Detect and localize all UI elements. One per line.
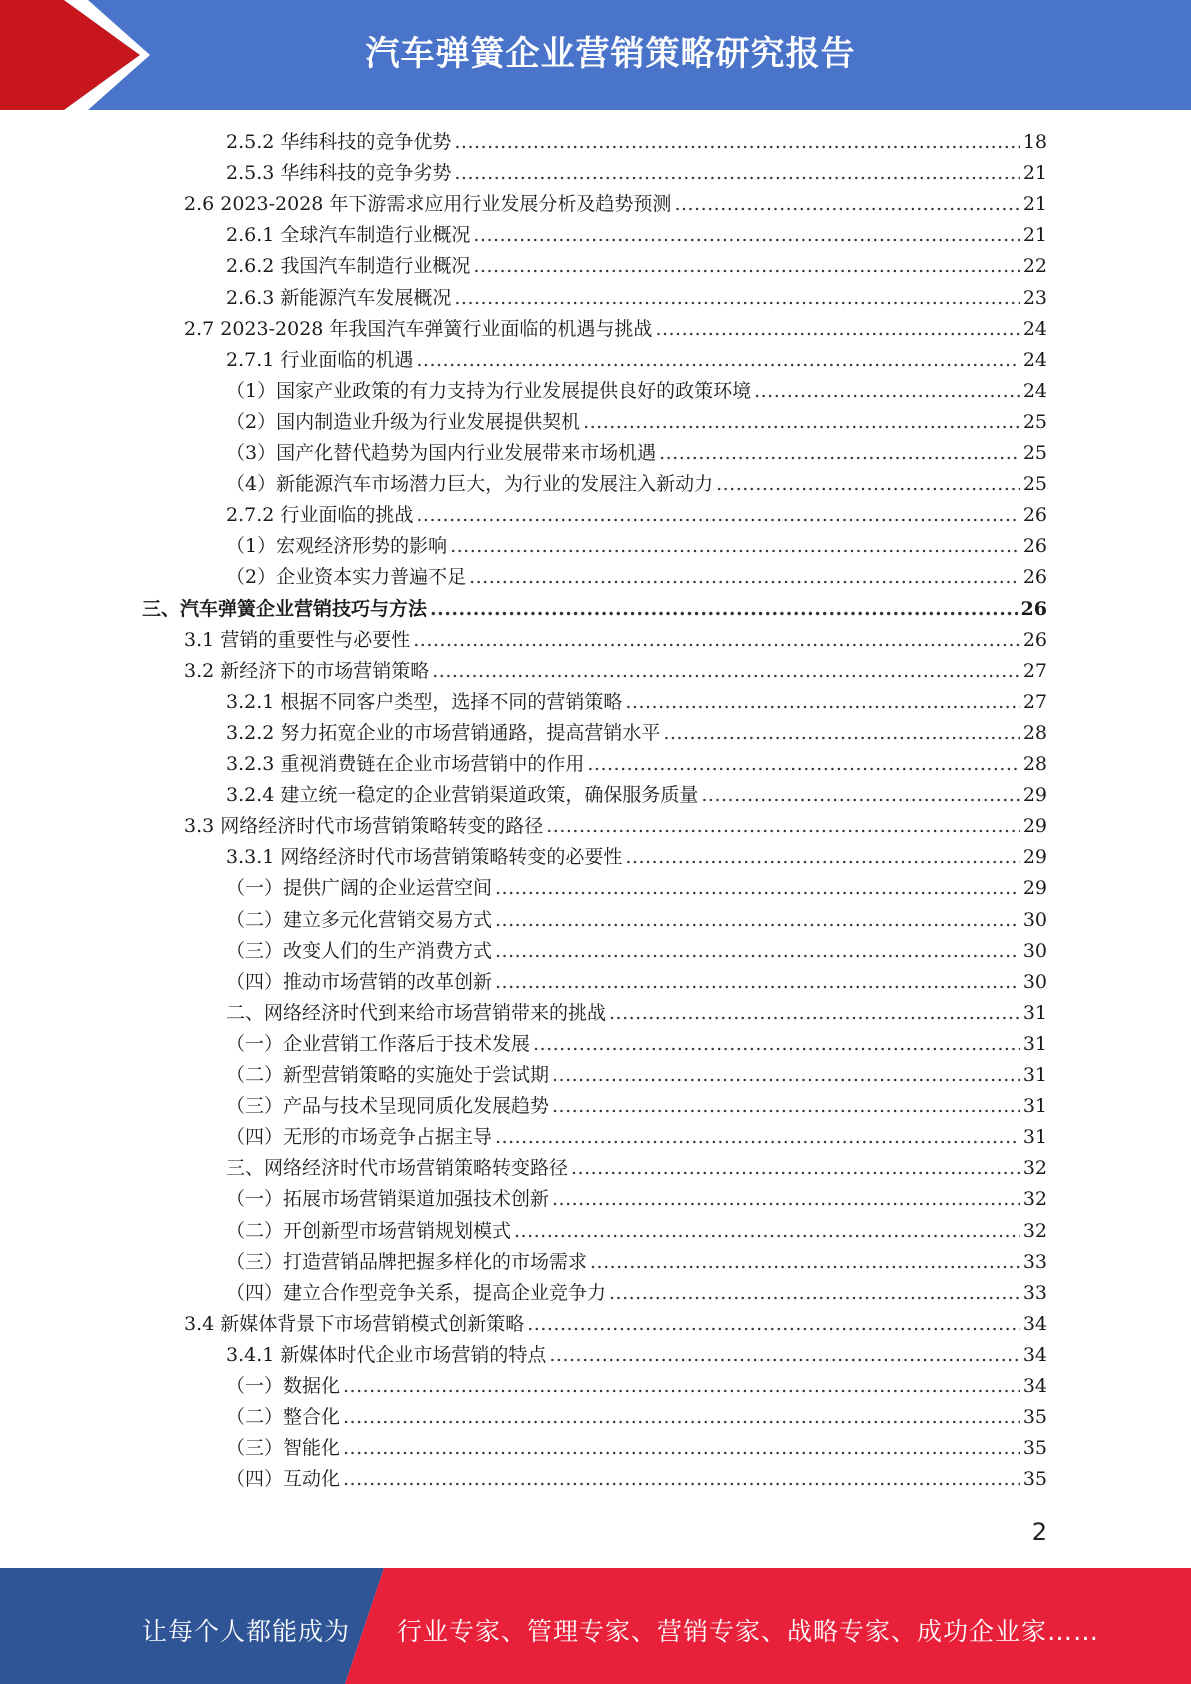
toc-entry-title: 2.6.2 我国汽车制造行业概况 [226, 255, 471, 278]
page-header [0, 0, 1191, 110]
toc-entry[interactable] [226, 842, 1047, 873]
toc-entry[interactable] [226, 1216, 1047, 1247]
toc-entry[interactable] [226, 873, 1047, 904]
toc-leader-dots [754, 376, 1020, 407]
footer-slogan-right: 行业专家、管理专家、营销专家、战略专家、成功企业家…… [397, 1617, 1100, 1646]
toc-entry[interactable] [226, 967, 1047, 998]
toc-entry[interactable] [226, 1153, 1047, 1184]
toc-entry-page: 30 [1022, 908, 1047, 931]
toc-leader-dots [609, 1278, 1020, 1309]
toc-leader-dots [343, 1464, 1020, 1495]
toc-entry-title: （2）企业资本实力普遍不足 [226, 566, 467, 589]
toc-leader-dots [495, 967, 1020, 998]
toc-entry-page: 29 [1022, 877, 1047, 900]
toc-entry-title: 2.6.1 全球汽车制造行业概况 [226, 224, 471, 247]
toc-entry-page: 26 [1022, 566, 1047, 589]
toc-leader-dots [571, 1153, 1020, 1184]
toc-entry-title: 2.6.3 新能源汽车发展概况 [226, 286, 452, 309]
toc-entry-page: 30 [1022, 939, 1047, 962]
toc-leader-dots [343, 1402, 1020, 1433]
toc-leader-dots [343, 1371, 1020, 1402]
toc-entry-title: （2）国内制造业升级为行业发展提供契机 [226, 410, 581, 433]
page-footer [0, 1568, 1191, 1684]
toc-leader-dots [495, 1122, 1020, 1153]
toc-entry[interactable] [184, 811, 1047, 842]
toc-entry-page: 26 [1022, 628, 1047, 651]
toc-entry-page: 30 [1022, 970, 1047, 993]
toc-leader-dots [552, 1184, 1020, 1215]
toc-leader-dots [432, 656, 1020, 687]
toc-leader-dots [625, 842, 1019, 873]
toc-leader-dots [716, 469, 1020, 500]
toc-entry[interactable] [226, 749, 1047, 780]
toc-leader-dots [343, 1433, 1020, 1464]
toc-entry-page: 31 [1022, 1032, 1047, 1055]
toc-entry-page: 21 [1022, 224, 1047, 247]
toc-entry[interactable] [226, 780, 1047, 811]
toc-entry-title: （二）整合化 [226, 1406, 341, 1429]
toc-entry-title: （四）互动化 [226, 1468, 341, 1491]
toc-entry-page: 25 [1022, 442, 1047, 464]
toc-entry-page: 24 [1022, 348, 1047, 371]
toc-entry-title: 3.4.1 新媒体时代企业市场营销的特点 [226, 1343, 547, 1366]
toc-leader-dots [701, 780, 1019, 811]
toc-entry-title: 2.5.2 华纬科技的竞争优势 [226, 131, 452, 153]
toc-entry-title: （1）国家产业政策的有力支持为行业发展提供良好的政策环境 [226, 379, 752, 402]
toc-leader-dots [583, 407, 1020, 438]
toc-entry[interactable] [226, 438, 1047, 469]
toc-entry-title: （一）数据化 [226, 1375, 341, 1397]
toc-leader-dots [625, 687, 1019, 718]
toc-entry-page: 25 [1022, 410, 1047, 433]
toc-entry-page: 25 [1022, 473, 1047, 496]
toc-entry[interactable] [226, 718, 1047, 749]
toc-entry-page: 22 [1022, 255, 1047, 278]
toc-leader-dots [454, 158, 1019, 189]
toc-leader-dots [546, 811, 1020, 842]
toc-entry-page: 35 [1022, 1406, 1047, 1429]
toc-entry-page: 33 [1022, 1281, 1047, 1304]
toc-entry-title: （四）无形的市场竞争占据主导 [226, 1126, 493, 1149]
toc-entry[interactable] [184, 656, 1047, 687]
toc-entry-page: 34 [1022, 1312, 1047, 1335]
toc-leader-dots [454, 127, 1019, 158]
page-number: 2 [1031, 1518, 1047, 1546]
toc-leader-dots [495, 873, 1020, 904]
toc-entry-page: 28 [1022, 753, 1047, 775]
toc-leader-dots [655, 314, 1019, 345]
toc-entry-title: 3.2.1 根据不同客户类型，选择不同的营销策略 [226, 690, 623, 713]
toc-entry-page: 26 [1020, 597, 1047, 620]
toc-entry-title: 3.2 新经济下的市场营销策略 [184, 659, 430, 682]
toc-entry[interactable] [226, 283, 1047, 314]
toc-entry[interactable] [226, 1340, 1047, 1371]
toc-entry[interactable] [226, 1371, 1047, 1402]
toc-entry-page: 35 [1022, 1437, 1047, 1460]
toc-leader-dots [473, 251, 1019, 282]
toc-entry[interactable] [226, 1091, 1047, 1122]
toc-leader-dots [527, 1309, 1020, 1340]
toc-entry[interactable] [226, 1464, 1047, 1495]
toc-entry-title: 二、网络经济时代到来给市场营销带来的挑战 [226, 1001, 607, 1024]
toc-entry-page: 32 [1022, 1219, 1047, 1242]
toc-entry-title: （一）企业营销工作落后于技术发展 [226, 1032, 531, 1055]
toc-leader-dots [473, 220, 1019, 251]
toc-entry-title: 三、汽车弹簧企业营销技巧与方法 [142, 597, 428, 620]
toc-entry[interactable] [184, 189, 1047, 220]
toc-entry[interactable] [226, 345, 1047, 376]
toc-entry[interactable] [226, 1402, 1047, 1433]
toc-entry[interactable] [226, 1278, 1047, 1309]
toc-entry[interactable] [226, 500, 1047, 531]
toc-leader-dots [674, 189, 1019, 220]
toc-leader-dots [549, 1340, 1019, 1371]
toc-entry-page: 29 [1022, 815, 1047, 838]
toc-entry[interactable] [226, 936, 1047, 967]
toc-entry-title: 3.3 网络经济时代市场营销策略转变的路径 [184, 815, 544, 838]
toc-entry-title: 3.1 营销的重要性与必要性 [184, 628, 411, 651]
toc-leader-dots [416, 345, 1019, 376]
toc-leader-dots [413, 625, 1020, 656]
toc-entry-title: （一）拓展市场营销渠道加强技术创新 [226, 1188, 550, 1211]
toc-leader-dots [533, 1029, 1020, 1060]
toc-entry[interactable] [226, 1122, 1047, 1153]
toc-leader-dots [430, 594, 1018, 625]
toc-entry-page: 34 [1022, 1343, 1047, 1366]
toc-entry[interactable] [184, 625, 1047, 656]
toc-entry[interactable] [226, 1433, 1047, 1464]
toc-entry-page: 29 [1022, 784, 1047, 807]
toc-entry-page: 28 [1022, 721, 1047, 744]
toc-entry-page: 29 [1022, 846, 1047, 869]
toc-entry-page: 21 [1022, 162, 1047, 185]
toc-entry-title: （二）建立多元化营销交易方式 [226, 908, 493, 931]
toc-entry-title: （3）国产化替代趋势为国内行业发展带来市场机遇 [226, 442, 657, 464]
toc-entry-page: 33 [1022, 1250, 1047, 1273]
toc-entry[interactable] [226, 376, 1047, 407]
toc-leader-dots [659, 438, 1020, 469]
toc-leader-dots [469, 562, 1020, 593]
toc-entry-page: 31 [1022, 1126, 1047, 1149]
toc-entry-title: 2.6 2023-2028 年下游需求应用行业发展分析及趋势预测 [184, 193, 672, 216]
toc-entry[interactable] [226, 687, 1047, 718]
toc-entry[interactable] [226, 1060, 1047, 1091]
toc-entry-title: 2.7.1 行业面临的机遇 [226, 348, 414, 371]
footer-slogan-left: 让每个人都能成为 [142, 1617, 351, 1646]
toc-leader-dots [514, 1216, 1020, 1247]
toc-entry-title: （四）建立合作型竞争关系，提高企业竞争力 [226, 1281, 607, 1304]
toc-entry-title: 2.7.2 行业面临的挑战 [226, 504, 414, 527]
toc-leader-dots [587, 749, 1019, 780]
toc-leader-dots [454, 283, 1019, 314]
toc-entry[interactable] [142, 594, 1047, 625]
toc-entry-page: 24 [1022, 379, 1047, 402]
toc-entry-page: 31 [1022, 1001, 1047, 1024]
toc-entry[interactable] [226, 158, 1047, 189]
toc-entry-page: 27 [1022, 659, 1047, 682]
toc-entry[interactable] [226, 251, 1047, 282]
toc-leader-dots [590, 1247, 1020, 1278]
toc-entry-page: 21 [1022, 193, 1047, 216]
toc-entry-title: 3.3.1 网络经济时代市场营销策略转变的必要性 [226, 846, 623, 869]
toc-entry[interactable] [226, 562, 1047, 593]
toc-entry-page: 26 [1022, 535, 1047, 558]
toc-entry-title: 3.2.2 努力拓宽企业的市场营销通路，提高营销水平 [226, 721, 661, 744]
toc-entry[interactable] [226, 127, 1047, 158]
toc-entry[interactable] [226, 407, 1047, 438]
toc-entry-page: 26 [1022, 504, 1047, 527]
toc-entry-title: 3.2.3 重视消费链在企业市场营销中的作用 [226, 753, 585, 775]
toc-entry-title: 3.4 新媒体背景下市场营销模式创新策略 [184, 1312, 525, 1335]
toc-entry-title: （三）改变人们的生产消费方式 [226, 939, 493, 962]
toc-entry-page: 18 [1022, 131, 1047, 153]
toc-entry-title: （二）开创新型市场营销规划模式 [226, 1219, 512, 1242]
toc-entry[interactable] [226, 531, 1047, 562]
toc-entry[interactable] [226, 220, 1047, 251]
toc-entry[interactable] [226, 1247, 1047, 1278]
toc-entry-page: 31 [1022, 1095, 1047, 1118]
toc-entry-title: （三）智能化 [226, 1437, 341, 1460]
toc-entry-page: 24 [1022, 317, 1047, 340]
toc-leader-dots [495, 905, 1020, 936]
toc-entry[interactable] [184, 314, 1047, 345]
toc-entry[interactable] [226, 1029, 1047, 1060]
toc-leader-dots [552, 1091, 1020, 1122]
report-title: 汽车弹簧企业营销策略研究报告 [365, 34, 856, 74]
toc-entry[interactable] [226, 1184, 1047, 1215]
toc-entry-page: 32 [1022, 1157, 1047, 1180]
toc-entry-page: 23 [1022, 286, 1047, 309]
toc-entry[interactable] [226, 905, 1047, 936]
toc-entry-page: 35 [1022, 1468, 1047, 1491]
toc-entry-page: 27 [1022, 690, 1047, 713]
toc-entry[interactable] [226, 469, 1047, 500]
toc-entry-title: （一）提供广阔的企业运营空间 [226, 877, 493, 900]
toc-entry-title: （三）打造营销品牌把握多样化的市场需求 [226, 1250, 588, 1273]
toc-entry[interactable] [226, 998, 1047, 1029]
toc-leader-dots [416, 500, 1019, 531]
toc-entry-title: （四）推动市场营销的改革创新 [226, 970, 493, 993]
toc-entry-title: 3.2.4 建立统一稳定的企业营销渠道政策，确保服务质量 [226, 784, 699, 807]
toc-entry-page: 34 [1022, 1375, 1047, 1397]
toc-entry-title: （4）新能源汽车市场潜力巨大，为行业的发展注入新动力 [226, 473, 714, 496]
toc-leader-dots [450, 531, 1020, 562]
toc-entry-title: 2.5.3 华纬科技的竞争劣势 [226, 162, 452, 185]
toc-entry-title: （三）产品与技术呈现同质化发展趋势 [226, 1095, 550, 1118]
toc-entry-page: 31 [1022, 1064, 1047, 1086]
toc-leader-dots [663, 718, 1019, 749]
toc-entry-title: （1）宏观经济形势的影响 [226, 535, 448, 558]
toc-leader-dots [552, 1060, 1020, 1091]
toc-entry-title: （二）新型营销策略的实施处于尝试期 [226, 1064, 550, 1086]
toc-entry-title: 2.7 2023-2028 年我国汽车弹簧行业面临的机遇与挑战 [184, 317, 653, 340]
toc-entry-title: 三、网络经济时代市场营销策略转变路径 [226, 1157, 569, 1180]
toc-entry-page: 32 [1022, 1188, 1047, 1211]
toc-leader-dots [495, 936, 1020, 967]
toc-entry[interactable] [184, 1309, 1047, 1340]
toc-leader-dots [609, 998, 1020, 1029]
